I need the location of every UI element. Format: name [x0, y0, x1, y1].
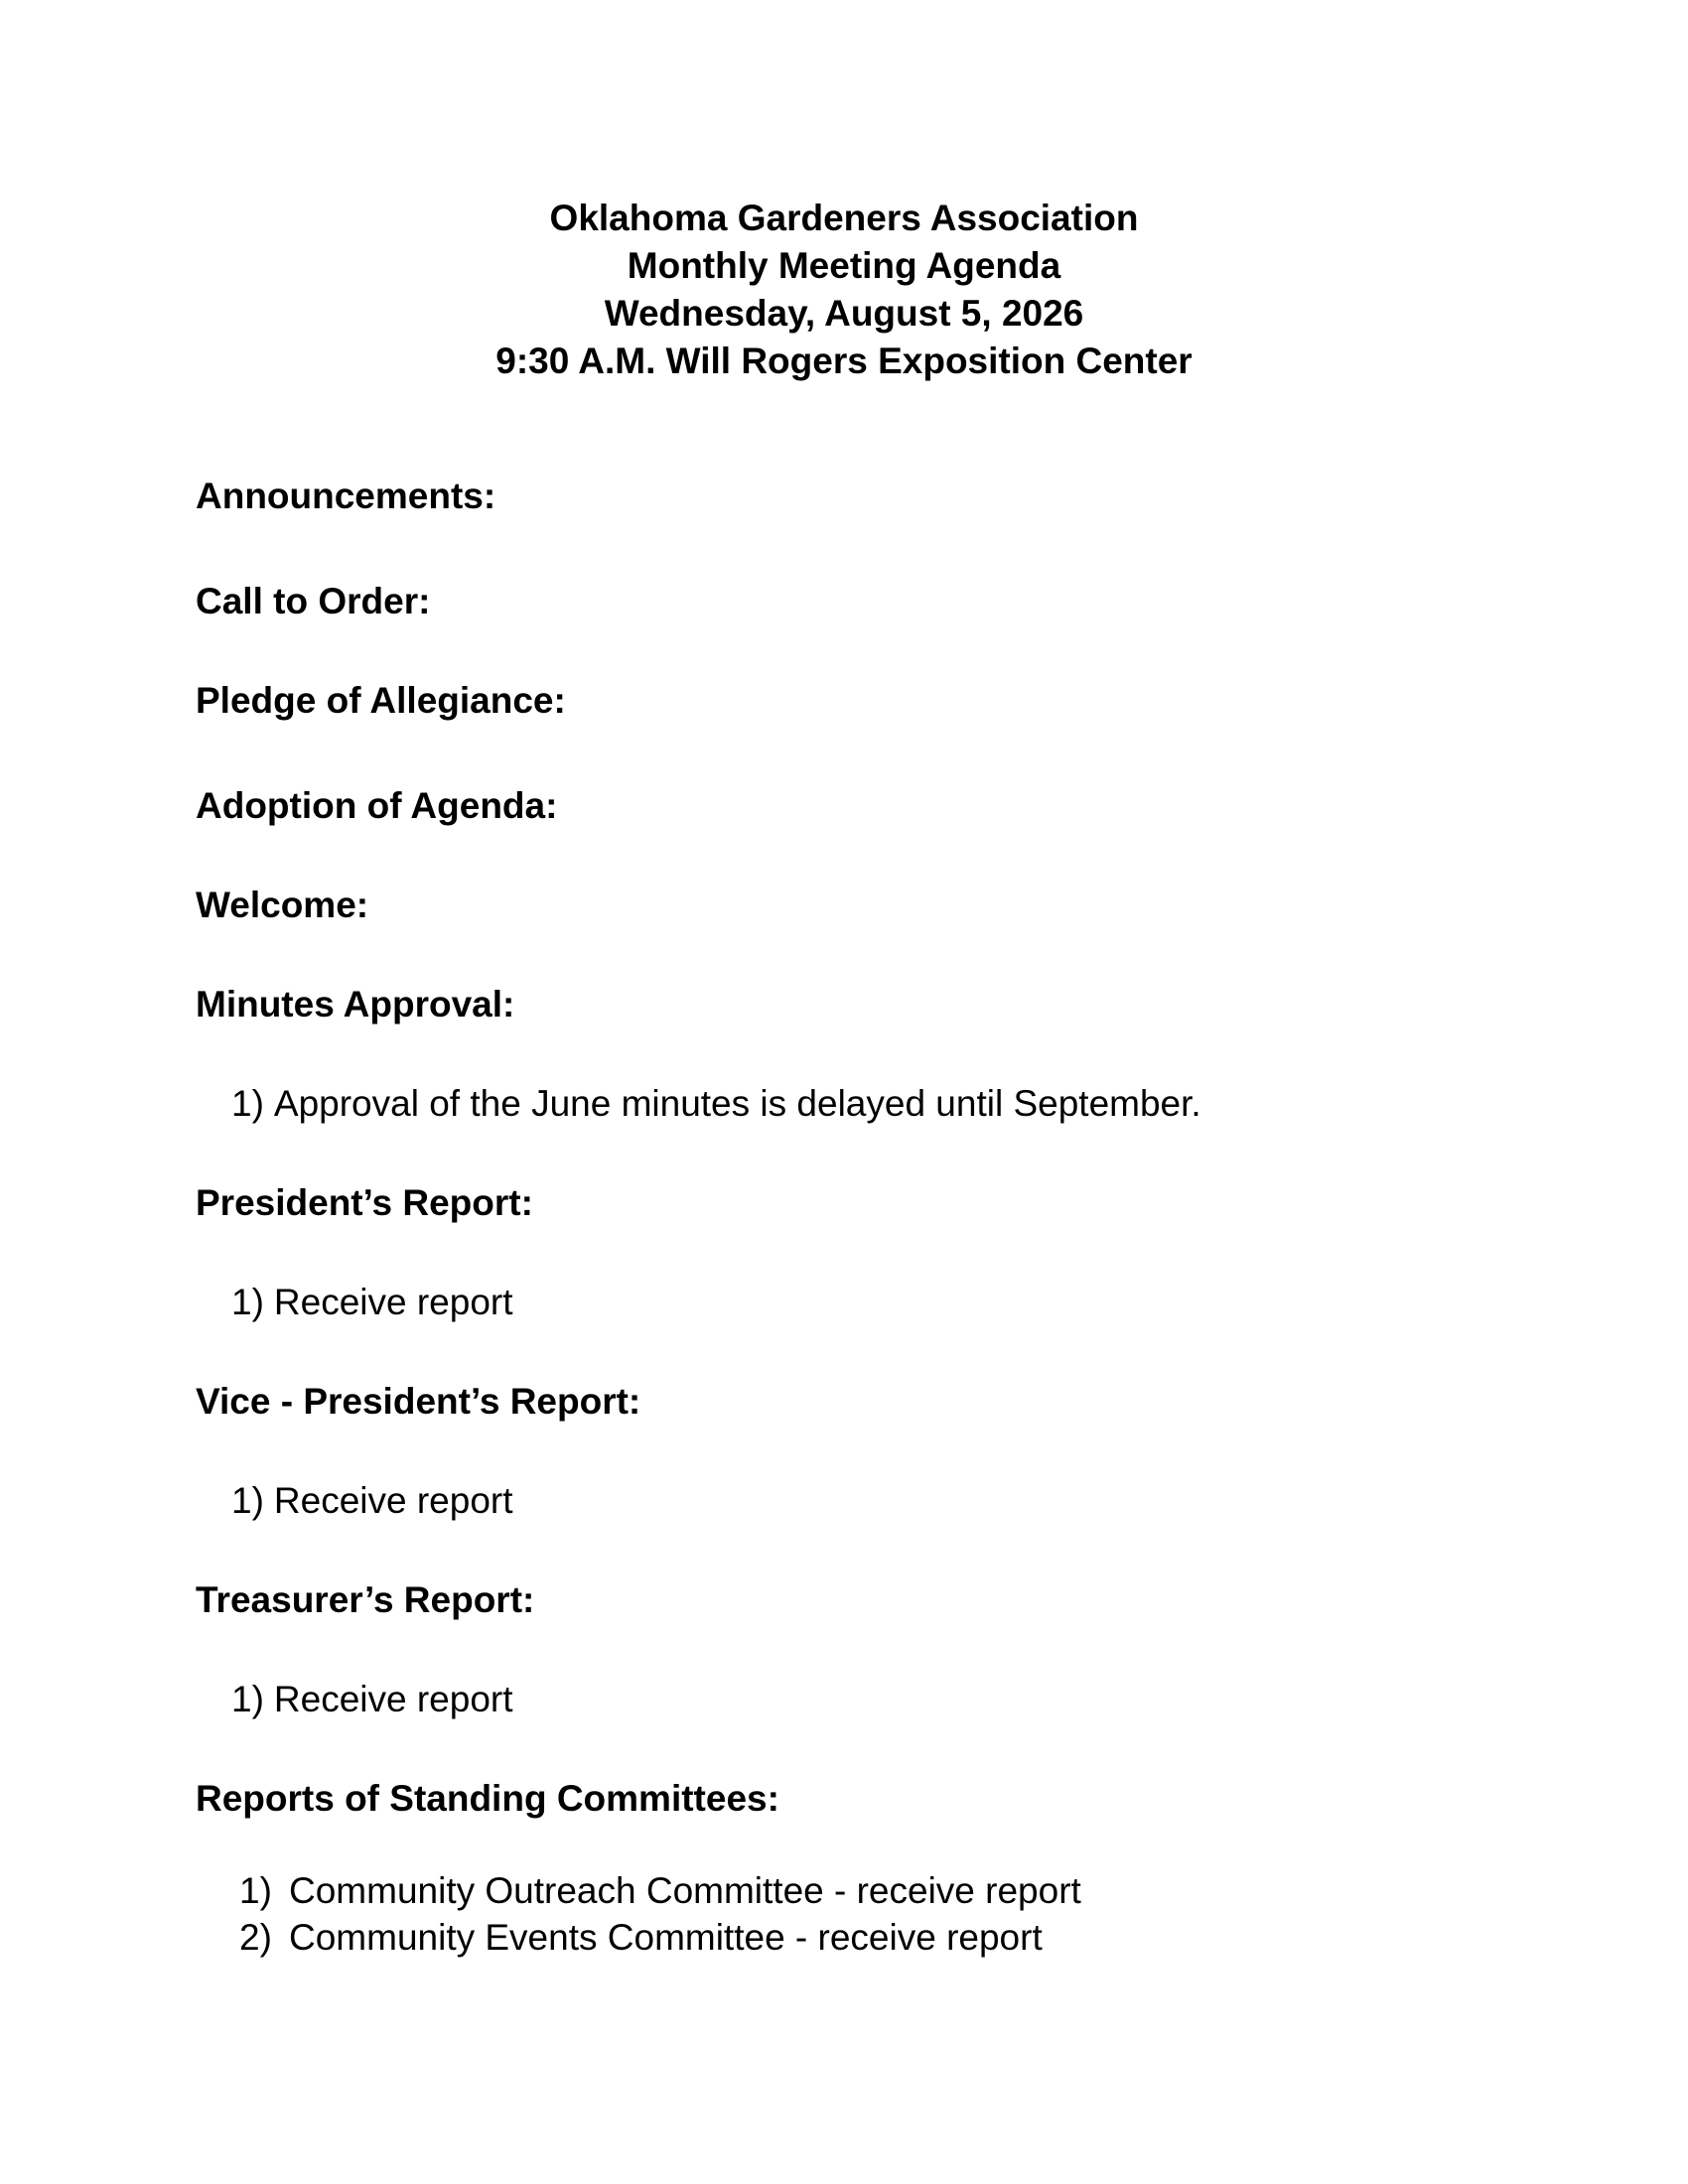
organization-name: Oklahoma Gardeners Association [549, 198, 1139, 238]
section-heading-treasurer: Treasurer’s Report: [196, 1579, 535, 1620]
list-item-text: Receive report [273, 1480, 513, 1521]
section-heading-announcements: Announcements: [196, 476, 496, 516]
list-item [231, 1281, 513, 1324]
section-heading-call-to-order: Call to Order: [196, 581, 431, 621]
section-heading-welcome: Welcome: [196, 885, 369, 925]
section-heading-president: President’s Report: [196, 1182, 533, 1223]
list-item-number: 1) [231, 1083, 264, 1124]
list-item-text: Receive report [273, 1679, 513, 1719]
list-item-number: 1) [231, 1480, 264, 1521]
section-heading-minutes: Minutes Approval: [196, 984, 515, 1024]
list-item [231, 1082, 1201, 1126]
section-heading-vice-president: Vice - President’s Report: [196, 1381, 641, 1422]
list-item-text: Approval of the June minutes is delayed until September. [273, 1083, 1201, 1124]
list-item-number: 1) [231, 1679, 264, 1719]
section-heading-pledge: Pledge of Allegiance: [196, 680, 566, 721]
list-item-number: 1) [231, 1282, 264, 1322]
meeting-date: Wednesday, August 5, 2026 [604, 293, 1084, 334]
list-item [239, 1916, 1043, 1960]
section-heading-adoption: Adoption of Agenda: [196, 785, 558, 826]
list-item [231, 1678, 513, 1721]
agenda-title: Monthly Meeting Agenda [627, 245, 1061, 286]
list-item-number: 2) [239, 1917, 272, 1958]
list-item-number: 1) [239, 1870, 272, 1911]
list-item-text: Receive report [273, 1282, 513, 1322]
agenda-header [0, 195, 1688, 385]
list-item [231, 1479, 513, 1523]
section-heading-standing-committees: Reports of Standing Committees: [196, 1778, 779, 1819]
meeting-time-location: 9:30 A.M. Will Rogers Exposition Center [495, 341, 1193, 381]
list-item-text: Community Events Committee - receive report [289, 1917, 1043, 1958]
list-item-text: Community Outreach Committee - receive report [289, 1870, 1081, 1911]
list-item [239, 1869, 1081, 1913]
